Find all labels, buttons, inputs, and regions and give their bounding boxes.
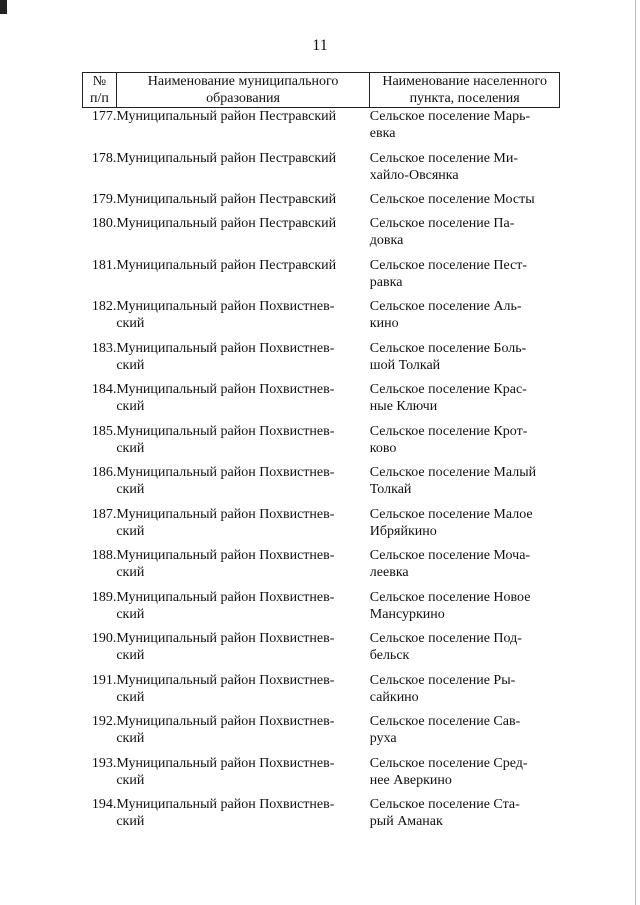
municipality-text-line: Муниципальный район Пестравский (116, 192, 337, 207)
page-number: 11 (312, 37, 328, 54)
settlement-text-line: Сельское поселение Крас- (369, 382, 527, 397)
settlement-text-line: Сельское поселение Сав- (369, 714, 521, 729)
settlement-cell (370, 257, 560, 299)
municipality-text-line: ский (116, 648, 145, 663)
settlement-text-line: Сельское поселение Боль- (369, 340, 527, 356)
municipality-text-line: ский (116, 482, 145, 497)
settlement-text-line: кино (369, 316, 399, 331)
row-number: 192. (91, 714, 117, 729)
header-municipality (116, 73, 369, 108)
municipality-text-line: Муниципальный район Похвистнев- (116, 382, 335, 397)
row-number: 185. (91, 423, 117, 439)
settlement-text-line: Сельское поселение Мосты (369, 192, 535, 207)
municipality-cell (116, 423, 369, 465)
municipality-text-line: ский (116, 523, 145, 539)
settlement-text-line: руха (369, 731, 397, 746)
header-municipality-line1: Наименование муниципального (147, 74, 339, 89)
municipality-text-line: Муниципальный район Пестравский (116, 150, 337, 166)
municipality-text-line: Муниципальный район Пестравский (116, 216, 337, 231)
settlement-text-line: Сельское поселение Пест- (369, 257, 528, 273)
row-number: 181. (91, 257, 117, 273)
settlement-text-line: Сельское поселение Малое (369, 506, 533, 522)
table-row (83, 215, 560, 257)
table-row (83, 191, 560, 215)
header-settlement-line1: Наименование населенного (382, 74, 547, 89)
row-number: 194. (91, 797, 117, 812)
municipality-text-line: Муниципальный район Похвистнев- (116, 631, 335, 646)
municipality-text-line: Муниципальный район Похвистнев- (116, 465, 335, 480)
table-row (83, 340, 560, 382)
settlement-text-line: Сельское поселение Под- (369, 631, 522, 646)
table-row (83, 672, 560, 714)
municipality-text-line: Муниципальный район Похвистнев- (116, 299, 335, 314)
table-row (83, 630, 560, 672)
row-number: 184. (91, 382, 117, 397)
municipality-text-line: ский (116, 440, 145, 456)
municipality-text-line: ский (116, 689, 145, 705)
municipality-text-line: ский (116, 731, 145, 746)
settlement-text-line: равка (369, 274, 403, 290)
settlement-text-line: Сельское поселение Аль- (369, 299, 522, 314)
table-row (83, 547, 560, 589)
settlement-text-line: сайкино (369, 689, 419, 705)
settlement-text-line: Сельское поселение Ми- (369, 150, 519, 166)
header-number-line1: № (92, 74, 107, 89)
table-row (83, 298, 560, 340)
settlement-text-line: Сельское поселение Моча- (369, 548, 531, 563)
municipality-text-line: Муниципальный район Похвистнев- (116, 548, 335, 563)
settlement-cell (370, 423, 560, 465)
settlement-text-line: леевка (369, 565, 409, 580)
header-settlement (370, 73, 560, 108)
table-row (83, 381, 560, 423)
table-row (83, 423, 560, 465)
page-edge-line (635, 0, 636, 905)
settlement-cell (370, 108, 560, 150)
municipality-cell (116, 630, 369, 672)
settlement-text-line: евка (369, 126, 396, 141)
municipality-text-line: Муниципальный район Пестравский (116, 109, 337, 124)
settlement-text-line: Сельское поселение Па- (369, 216, 515, 231)
municipality-cell (116, 464, 369, 506)
row-number: 179. (91, 192, 117, 207)
settlement-cell (370, 755, 560, 797)
settlement-cell (370, 464, 560, 506)
settlement-cell (370, 589, 560, 631)
settlement-cell (370, 381, 560, 423)
settlement-text-line: бельск (369, 648, 410, 663)
settlements-table (82, 72, 560, 838)
municipality-cell (116, 257, 369, 299)
row-number: 180. (91, 216, 117, 231)
settlement-cell (370, 672, 560, 714)
settlement-cell (370, 298, 560, 340)
municipality-text-line: Муниципальный район Похвистнев- (116, 340, 335, 356)
settlement-cell (370, 150, 560, 192)
table-row (83, 150, 560, 192)
settlement-text-line: Сельское поселение Марь- (369, 109, 531, 124)
settlement-text-line: Ибряйкино (369, 523, 437, 539)
settlement-cell (370, 547, 560, 589)
municipality-cell (116, 215, 369, 257)
table-row (83, 589, 560, 631)
municipality-text-line: Муниципальный район Похвистнев- (116, 423, 335, 439)
settlement-text-line: шой Толкай (369, 357, 441, 373)
municipality-text-line: Муниципальный район Похвистнев- (116, 672, 335, 688)
table-body (83, 108, 560, 838)
municipality-text-line: ский (116, 565, 145, 580)
municipality-cell (116, 796, 369, 838)
row-number: 182. (91, 299, 117, 314)
municipality-text-line: ский (116, 772, 145, 788)
settlement-cell (370, 796, 560, 838)
municipality-text-line: ский (116, 357, 145, 373)
row-number: 177. (91, 109, 117, 124)
municipality-text-line: Муниципальный район Пестравский (116, 257, 337, 273)
settlement-cell (370, 713, 560, 755)
settlement-text-line: хайло-Овсянка (369, 167, 459, 183)
header-number (83, 73, 117, 108)
row-number: 191. (91, 672, 117, 688)
settlement-text-line: Сельское поселение Ста- (369, 797, 520, 812)
settlement-text-line: ные Ключи (369, 399, 438, 414)
settlement-cell (370, 630, 560, 672)
settlement-text-line: Сельское поселение Малый (369, 465, 537, 480)
header-settlement-line2: пункта, поселения (409, 91, 520, 106)
row-number: 188. (91, 548, 117, 563)
row-number: 189. (91, 589, 117, 605)
municipality-cell (116, 298, 369, 340)
municipality-text-line: ский (116, 606, 145, 622)
row-number: 190. (91, 631, 117, 646)
settlement-text-line: Сельское поселение Крот- (369, 423, 528, 439)
table-row (83, 713, 560, 755)
table-row (83, 464, 560, 506)
settlement-text-line: нее Аверкино (369, 772, 452, 788)
scan-corner-mark (0, 0, 7, 14)
settlement-cell (370, 340, 560, 382)
header-number-line2: п/п (89, 91, 109, 106)
settlement-text-line: довка (369, 233, 404, 248)
municipality-cell (116, 108, 369, 150)
municipality-cell (116, 340, 369, 382)
table-row (83, 257, 560, 299)
table-row (83, 755, 560, 797)
municipality-text-line: Муниципальный район Похвистнев- (116, 589, 335, 605)
settlement-text-line: Сельское поселение Сред- (369, 755, 528, 771)
municipality-text-line: ский (116, 814, 145, 829)
municipality-text-line: Муниципальный район Похвистнев- (116, 506, 335, 522)
table-header (83, 73, 560, 108)
settlement-text-line: Мансуркино (369, 606, 445, 622)
row-number: 178. (91, 150, 117, 166)
row-number: 193. (91, 755, 117, 771)
municipality-cell (116, 547, 369, 589)
row-number: 187. (91, 506, 117, 522)
municipality-cell (116, 713, 369, 755)
table-row (83, 108, 560, 150)
municipality-text-line: ский (116, 316, 145, 331)
municipality-cell (116, 506, 369, 548)
row-number: 186. (91, 465, 117, 480)
settlement-cell (370, 506, 560, 548)
header-municipality-line2: образования (206, 91, 280, 106)
municipality-cell (116, 381, 369, 423)
municipality-cell (116, 755, 369, 797)
table-row (83, 796, 560, 838)
municipality-cell (116, 150, 369, 192)
settlement-text-line: Сельское поселение Ры- (369, 672, 516, 688)
municipality-text-line: Муниципальный район Похвистнев- (116, 714, 335, 729)
municipality-cell (116, 672, 369, 714)
row-number: 183. (91, 340, 117, 356)
settlement-text-line: ково (369, 440, 397, 456)
settlement-text-line: Сельское поселение Новое (369, 589, 531, 605)
municipality-text-line: ский (116, 399, 145, 414)
settlement-cell (370, 215, 560, 257)
settlement-cell (370, 191, 560, 215)
settlement-text-line: Толкай (369, 482, 412, 497)
municipality-cell (116, 589, 369, 631)
municipality-text-line: Муниципальный район Похвистнев- (116, 797, 335, 812)
municipality-text-line: Муниципальный район Похвистнев- (116, 755, 335, 771)
settlement-text-line: рый Аманак (369, 814, 443, 829)
municipality-cell (116, 191, 369, 215)
table-row (83, 506, 560, 548)
